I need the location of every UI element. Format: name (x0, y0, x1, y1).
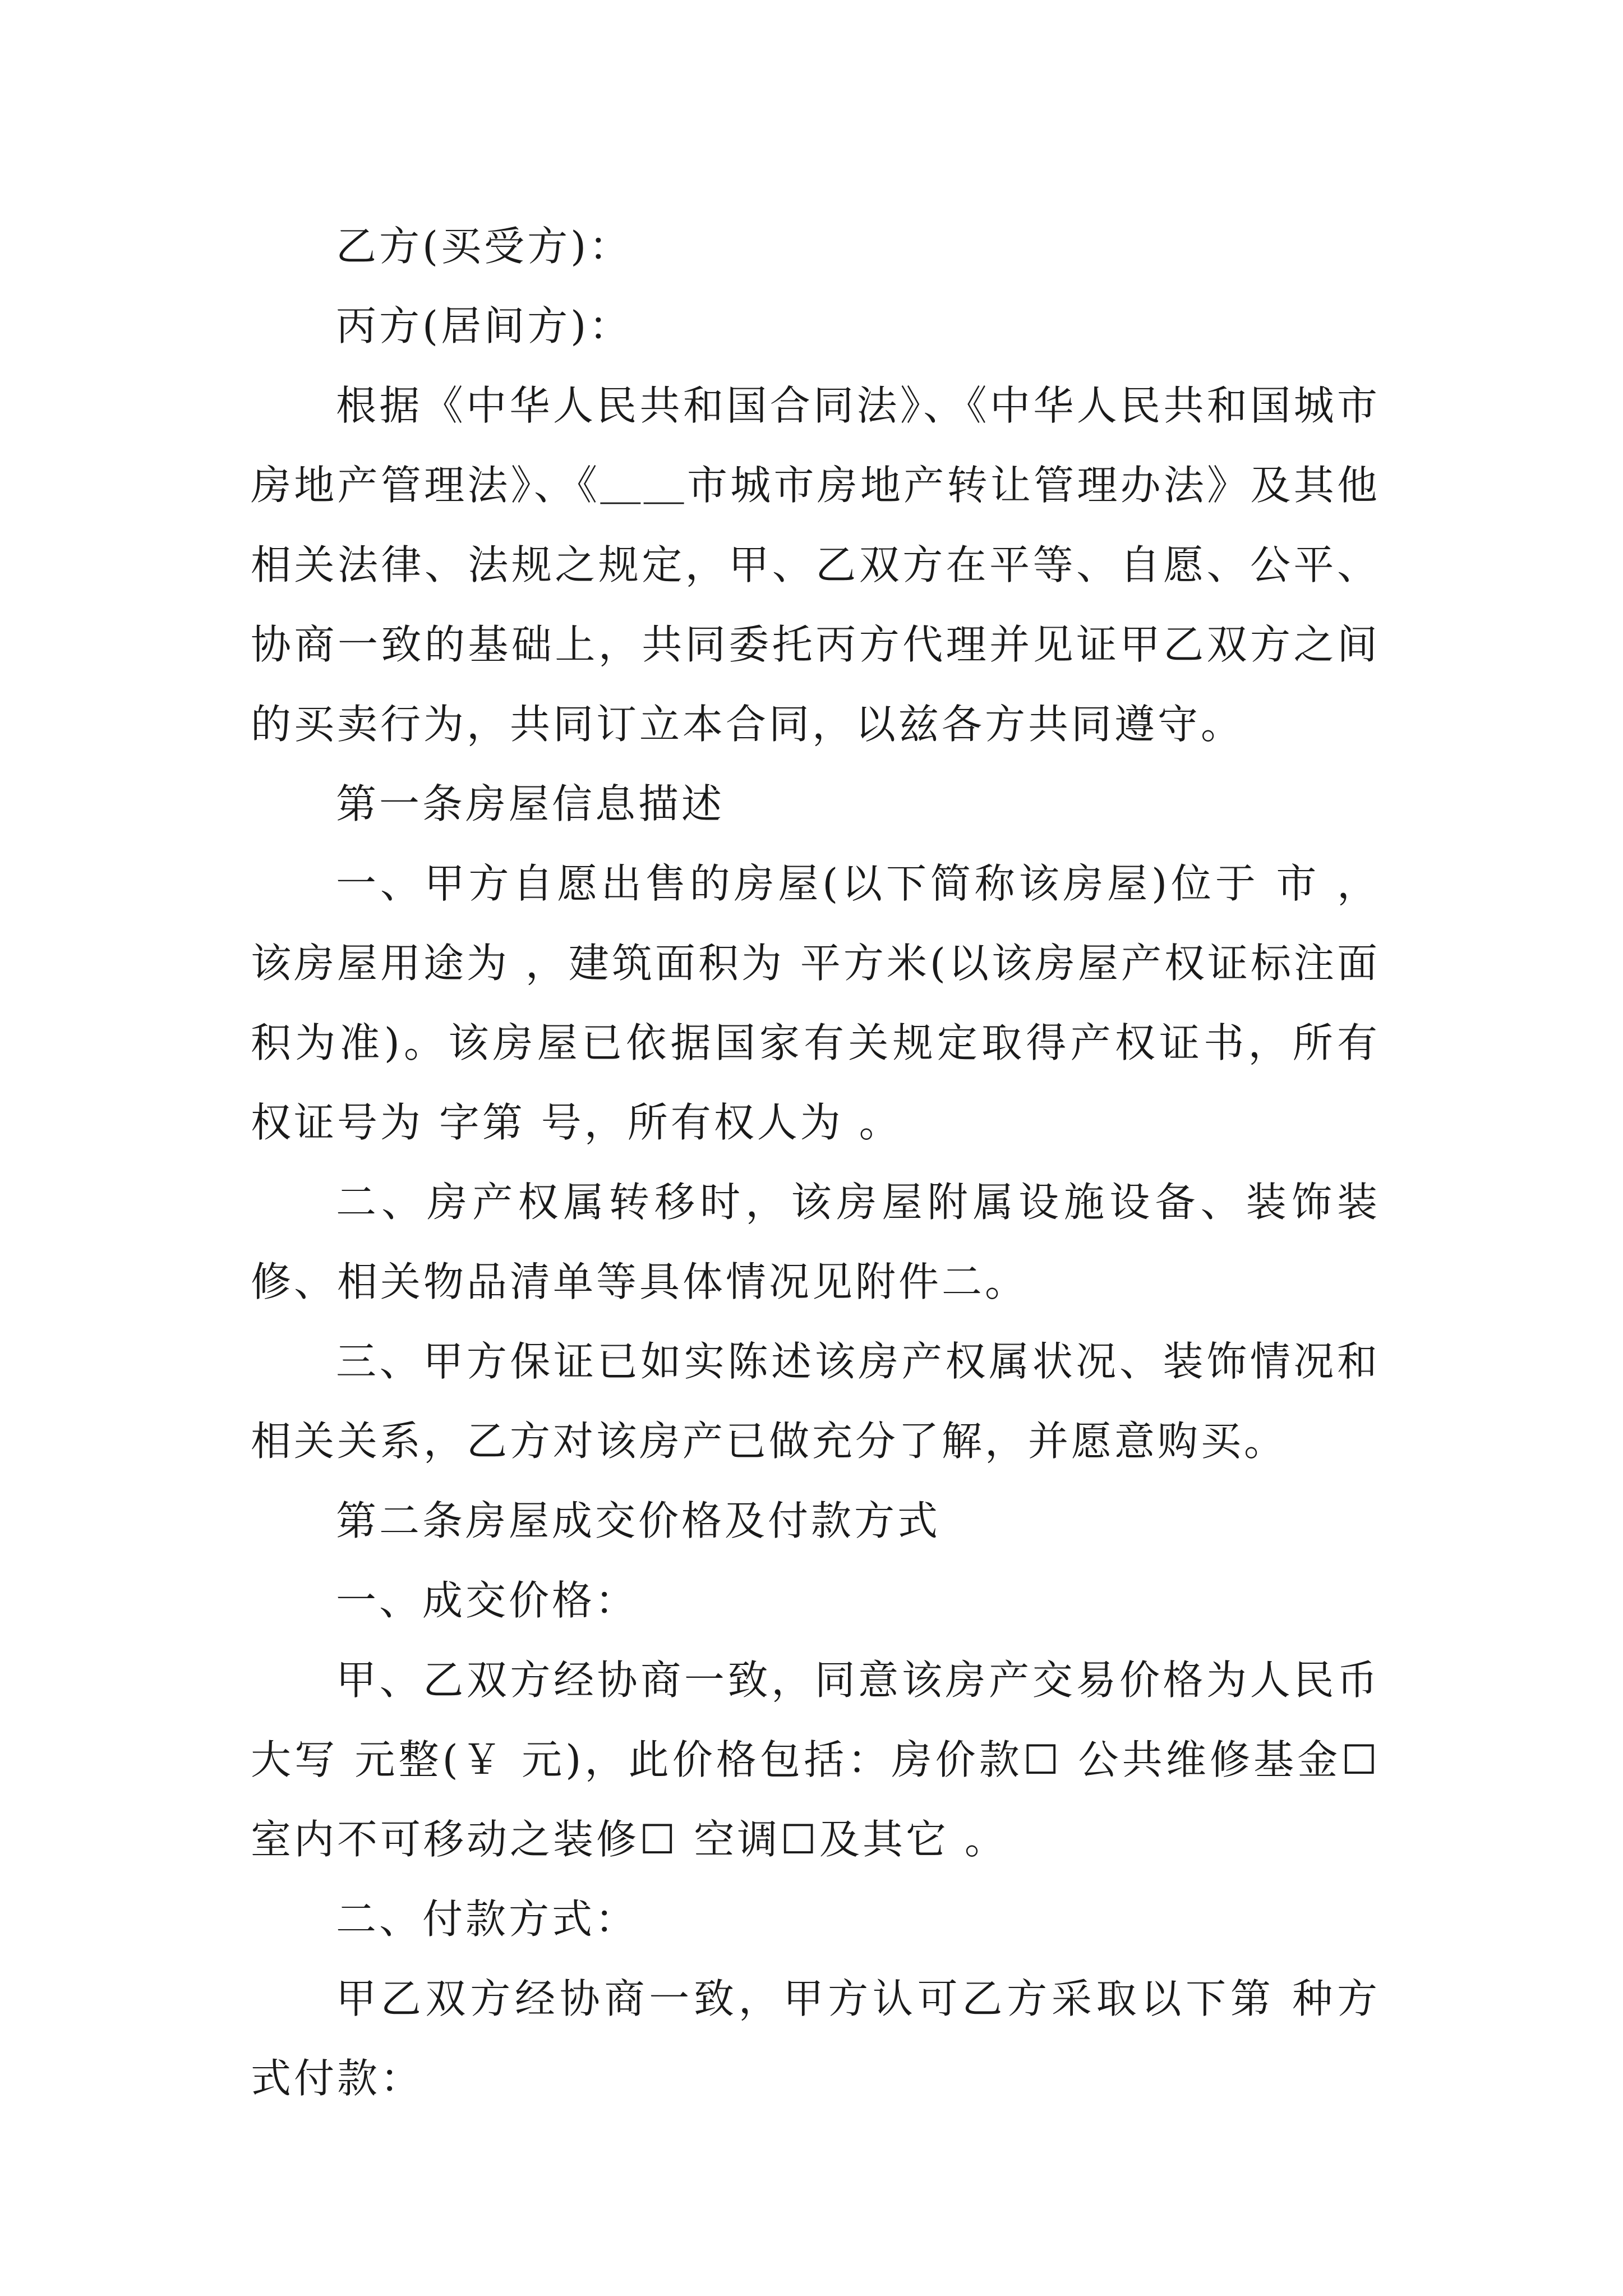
payment-paragraph: 甲乙双方经协商一致，甲方认可乙方采取以下第 种方式付款： (251, 1975, 1380, 2102)
party-c-line: 丙方(居间方)： (336, 302, 633, 349)
payment-subheading: 二、付款方式： (336, 1895, 639, 1943)
article-1-clause-2: 二、房产权属转移时，该房屋附属设施设备、装饰装修、相关物品清单等具体情况见附件二。 (251, 1179, 1380, 1305)
article-2-heading: 第二条房屋成交价格及付款方式 (336, 1497, 941, 1544)
price-subheading: 一、成交价格： (336, 1577, 639, 1624)
article-1-clause-3: 三、甲方保证已如实陈述该房产权属状况、装饰情况和相关关系，乙方对该房产已做充分了解，并愿意购买。 (251, 1338, 1380, 1465)
article-1-heading: 第一条房屋信息描述 (336, 780, 725, 827)
contract-body (251, 206, 1380, 2118)
article-1-clause-1: 一、甲方自愿出售的房屋(以下简称该房屋)位于 市 ，该房屋用途为 ，建筑面积为 平方米(以该房屋产权证标注面积为准)。该房屋已依据国家有关规定取得产权证书，所有权证号为 字第 号，所有权人为 。 (251, 860, 1380, 1146)
party-b-line: 乙方(买受方)： (336, 223, 633, 270)
price-paragraph: 甲、乙双方经协商一致，同意该房产交易价格为人民币大写 元整(￥ 元)，此价格包括：房价款☐ 公共维修基金☐ 室内不可移动之装修☐ 空调☐及其它 。 (251, 1657, 1380, 1863)
legal-basis-paragraph: 根据《中华人民共和国合同法》、《中华人民共和国城市房地产管理法》、《＿＿市城市房地产转让管理办法》及其他相关法律、法规之规定，甲、乙双方在平等、自愿、公平、协商一致的基础上，共同委托丙方代理并见证甲乙双方之间的买卖行为，共同订立本合同，以兹各方共同遵守。 (251, 382, 1380, 748)
